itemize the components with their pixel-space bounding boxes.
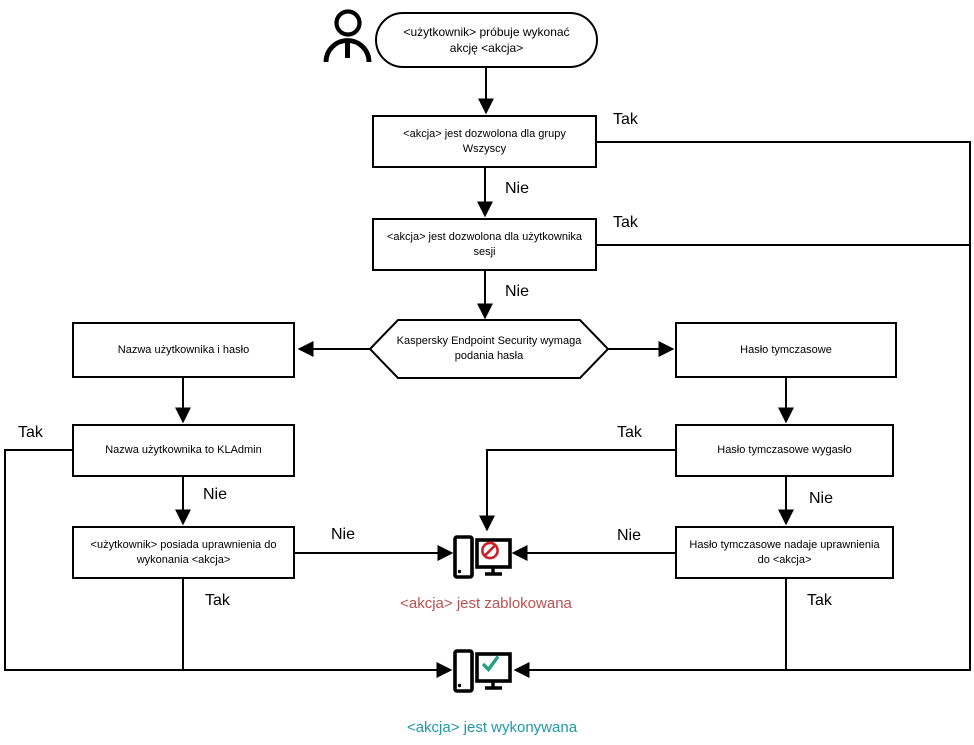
edge-label-no-expired: Nie: [809, 490, 834, 507]
edge-label-no-everyone: Nie: [505, 180, 530, 197]
check-icon: [483, 657, 498, 670]
decision-requires-password: Kaspersky Endpoint Security wymaga podania hasła: [396, 335, 582, 362]
decision-temp-grants: Hasło tymczasowe nadaje uprawnienia do <akcja>: [675, 526, 894, 579]
edge-label-yes-rights: Tak: [205, 592, 230, 609]
decision-allowed-session: <akcja> jest dozwolona dla użytkownika sesji: [372, 218, 597, 271]
allowed-computer-icon: [455, 651, 510, 691]
start-node: <użytkownik> próbuje wykonać akcję <akcja>: [375, 12, 598, 68]
caption-action-blocked: <akcja> jest zablokowana: [400, 595, 572, 612]
edge-label-no-grants: Nie: [617, 527, 642, 544]
user-icon: [326, 12, 369, 63]
decision-temp-expired: Hasło tymczasowe wygasło: [675, 424, 894, 477]
edge-label-yes-expired: Tak: [617, 424, 642, 441]
decision-allowed-everyone: <akcja> jest dozwolona dla grupy Wszyscy: [372, 115, 597, 168]
edge-label-no-session: Nie: [505, 283, 530, 300]
edge-label-yes-session: Tak: [613, 214, 638, 231]
node-username-password: Nazwa użytkownika i hasło: [72, 322, 295, 378]
connector-expired-yes-to-blocked: [487, 450, 675, 529]
edge-label-no-kladmin: Nie: [203, 486, 228, 503]
caption-action-executed: <akcja> jest wykonywana: [406, 719, 578, 736]
prohibit-icon: [482, 543, 497, 558]
edge-label-no-rights: Nie: [331, 526, 356, 543]
edge-label-yes-everyone: Tak: [613, 111, 638, 128]
blocked-computer-icon: [455, 537, 510, 577]
edge-label-yes-grants: Tak: [807, 592, 832, 609]
edge-label-yes-kladmin: Tak: [18, 424, 43, 441]
node-temp-password: Hasło tymczasowe: [675, 322, 897, 378]
decision-is-kladmin: Nazwa użytkownika to KLAdmin: [72, 424, 295, 477]
decision-user-has-rights: <użytkownik> posiada uprawnienia do wykonania <akcja>: [72, 526, 295, 579]
